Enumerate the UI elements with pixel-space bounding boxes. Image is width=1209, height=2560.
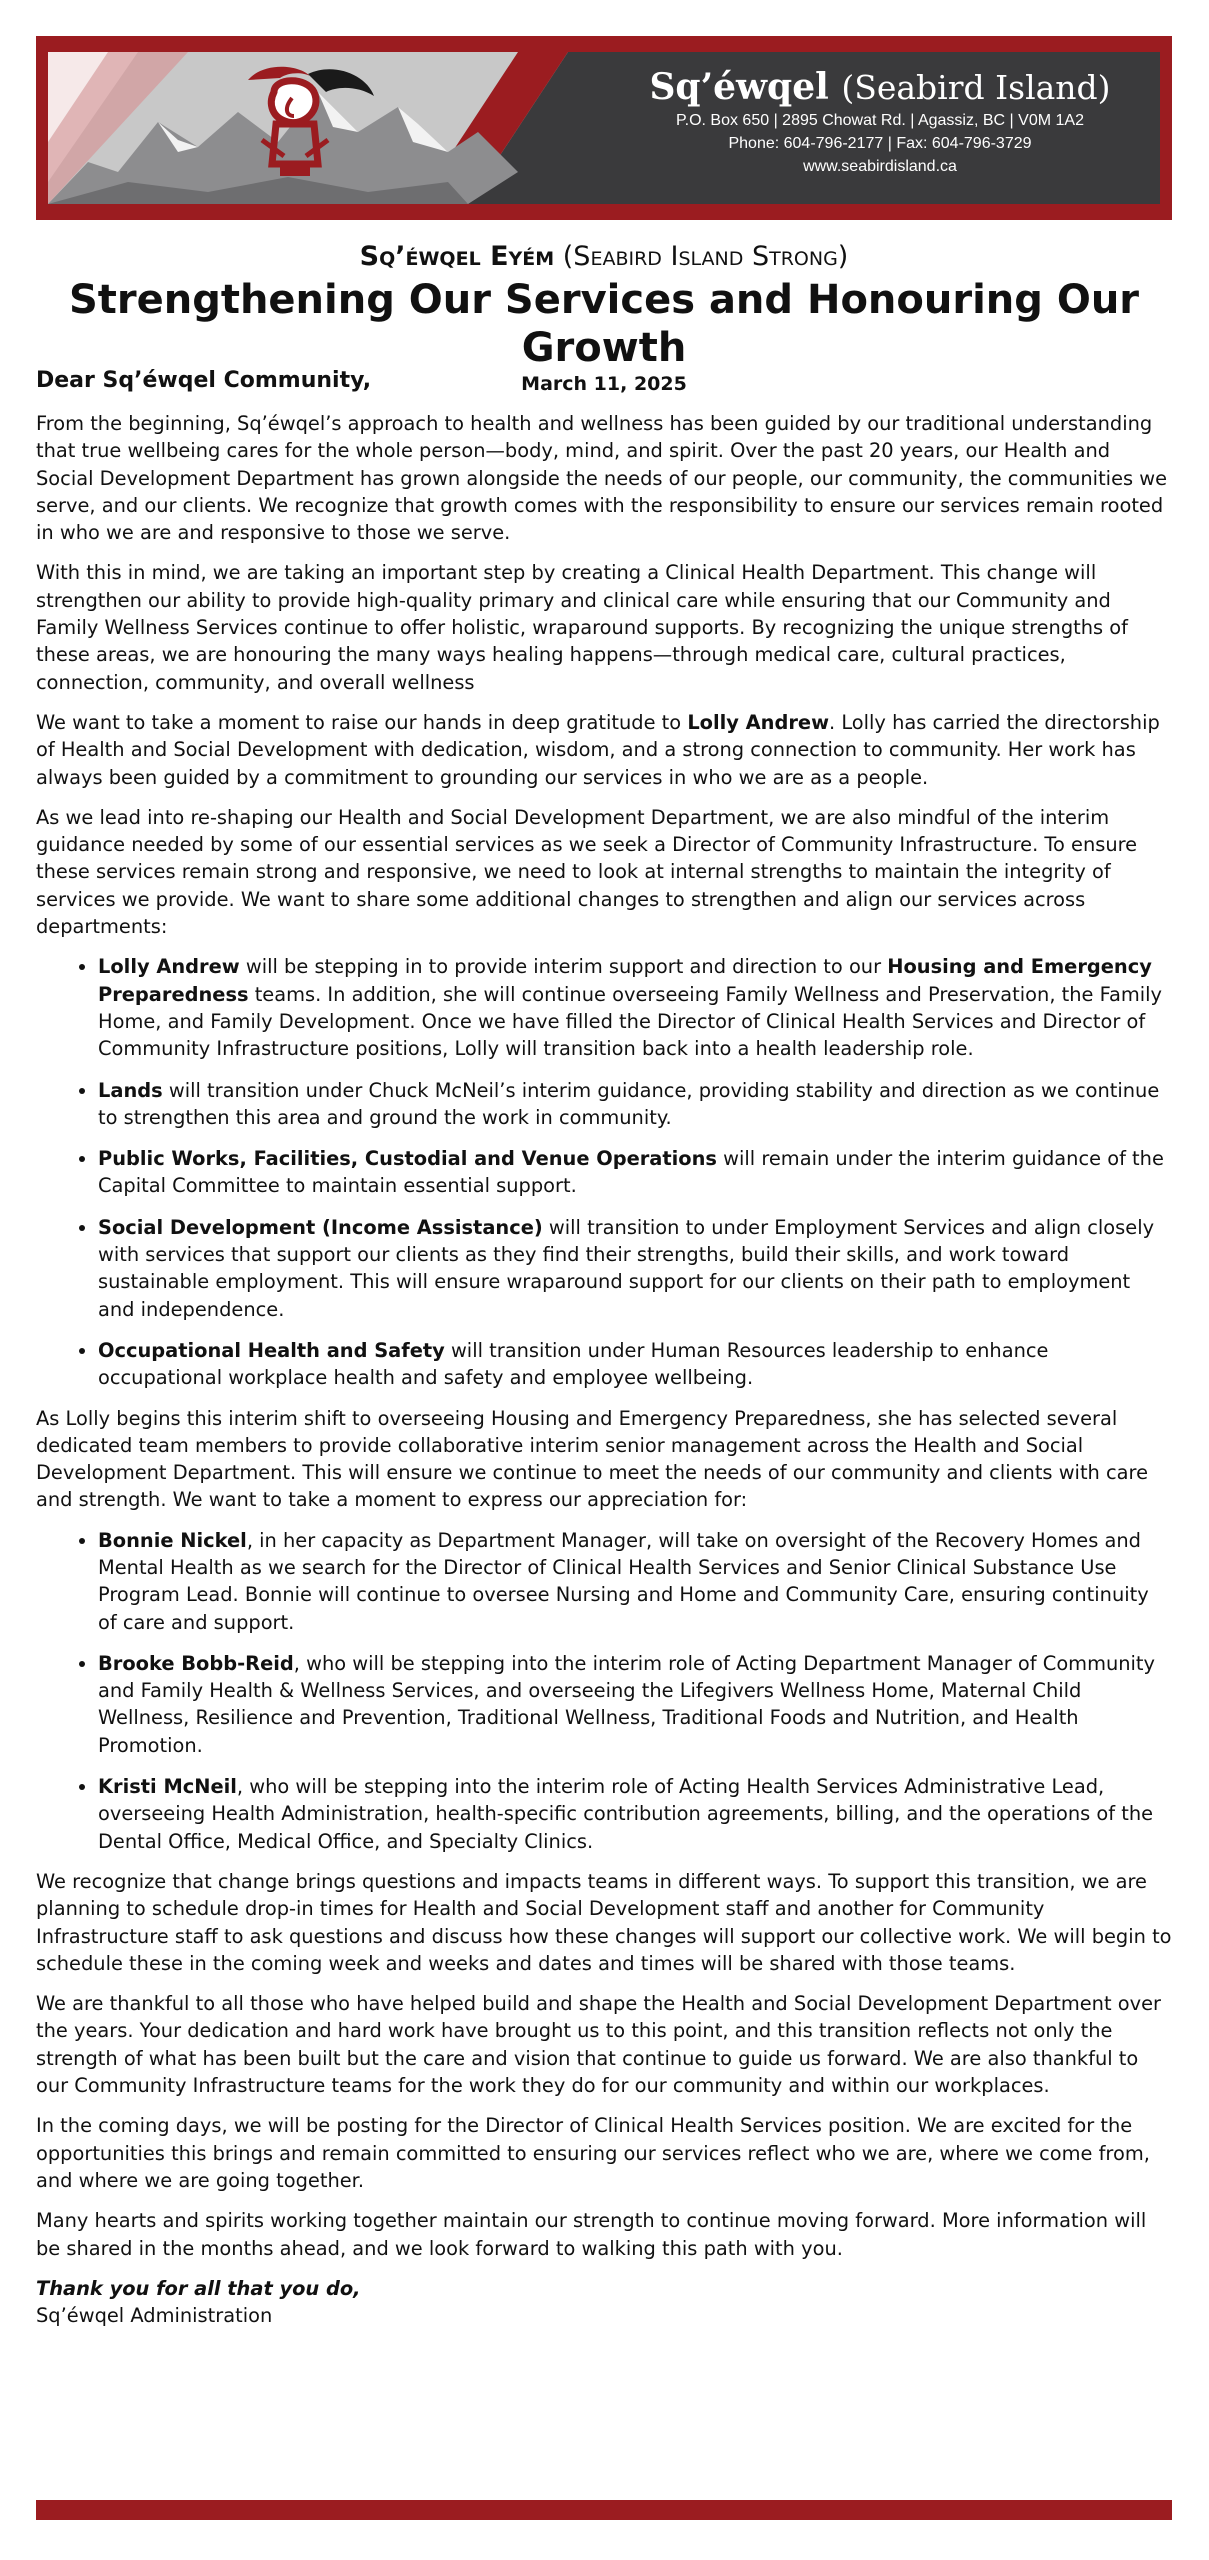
list-item-bold: Social Development (Income Assistance) bbox=[98, 1215, 543, 1239]
list-item-bold: Kristi McNeil bbox=[98, 1775, 237, 1799]
organization-website: www.seabirdisland.ca bbox=[803, 158, 957, 175]
header-banner bbox=[36, 36, 1172, 220]
paragraph-3-name: Lolly Andrew bbox=[687, 710, 829, 734]
paragraph-3-text-b: . Lolly has carried the directorship of Health and Social Development with dedication, wisdom, and a strong connection to community. Her work has always been guided by a commitment to grounding our services in who we are as a people. bbox=[36, 710, 1160, 789]
salutation: Dear Sq’éwqel Community, bbox=[36, 368, 372, 393]
organization-address: P.O. Box 650 | 2895 Chowat Rd. | Agassiz, BC | V0M 1A2 bbox=[676, 112, 1084, 129]
organization-name-sub: (Seabird Island) bbox=[841, 68, 1111, 107]
paragraph-3 bbox=[36, 709, 1172, 791]
list-item-text: will transition under Human Resources leadership to enhance occupational workplace health and safety and employee wellbeing. bbox=[98, 1338, 1049, 1390]
list-item-text: will transition to under Employment Services and align closely with services that support our clients as they find their strengths, build their skills, and work toward sustainable employment. This will ensure wraparound support for our clients on their path to employment and independence. bbox=[98, 1215, 1155, 1321]
organization-phone-fax: Phone: 604-796-2177 | Fax: 604-796-3729 bbox=[728, 135, 1032, 152]
paragraph-1: From the beginning, Sq’éwqel’s approach to health and wellness has been guided by our traditional understanding that true wellbeing cares for the whole person—body, mind, and spirit. Over the past 20 years, our Health and Social Development Department has grown alongside the needs of our people, our community, the communities we serve, and our clients. We recognize that growth comes with the responsibility to ensure our services remain rooted in who we are and responsive to those we serve. bbox=[36, 412, 1168, 545]
list-item bbox=[98, 953, 1172, 1062]
title-kicker-rest: (Seabird Island Strong) bbox=[562, 241, 849, 272]
team-appreciation-list bbox=[36, 1527, 1172, 1855]
list-item bbox=[98, 1145, 1172, 1200]
organization-info bbox=[600, 52, 1160, 204]
title-kicker-bold: Sq’éwqel Eyém bbox=[359, 241, 555, 272]
list-item-text: , who will be stepping into the interim role of Acting Department Manager of Community and Family Health & Wellness Services, and overseeing the Lifegivers Wellness Home, Maternal Child Wellness, Resilience and Prevention, Traditional Wellness, Traditional Foods and Nutrition, and Health Promotion. bbox=[98, 1651, 1156, 1757]
footer-bar bbox=[36, 2500, 1172, 2520]
list-item-text: will be stepping in to provide interim support and direction to our bbox=[239, 955, 888, 979]
department-changes-list bbox=[36, 953, 1172, 1391]
mountain-logo-icon bbox=[48, 52, 568, 204]
logo-artwork bbox=[48, 52, 568, 204]
list-item-bold: Public Works, Facilities, Custodial and Venue Operations bbox=[98, 1147, 717, 1171]
header-banner-inner bbox=[48, 52, 1160, 204]
list-item-bold-2: Housing and Emergency Preparedness bbox=[98, 955, 1152, 1006]
paragraph-3-text-a: We want to take a moment to raise our hands in deep gratitude to bbox=[36, 710, 688, 734]
page-title: Strengthening Our Services and Honouring Our Growth bbox=[68, 277, 1140, 371]
list-item bbox=[98, 1337, 1172, 1392]
paragraph-9: Many hearts and spirits working together maintain our strength to continue moving forward. More information will be shared in the months ahead, and we look forward to walking this path with you. bbox=[36, 2209, 1147, 2260]
list-item-text: , who will be stepping into the interim role of Acting Health Services Administrative Lead, overseeing Health Administration, health-specific contribution agreements, billing, and the operations of the Dental Office, Medical Office, and Specialty Clinics. bbox=[98, 1775, 1154, 1853]
letter-body bbox=[36, 366, 1172, 2329]
paragraph-8: In the coming days, we will be posting for the Director of Clinical Health Services position. We are excited for the opportunities this brings and remain committed to ensuring our services reflect who we are, where we come from, and where we are going together. bbox=[36, 2114, 1150, 2192]
list-item bbox=[98, 1527, 1172, 1636]
paragraph-5: As Lolly begins this interim shift to overseeing Housing and Emergency Preparedness, she has selected several dedicated team members to provide collaborative interim senior management across the Health and Social Development Department. This will ensure we continue to meet the needs of our community and clients with care and strength. We want to take a moment to express our appreciation for: bbox=[36, 1406, 1149, 1512]
paragraph-6: We recognize that change brings questions and impacts teams in different ways. To support this transition, we are planning to schedule drop-in times for Health and Social Development staff and another for Community Infrastructure staff to ask questions and discuss how these changes will support our collective work. We will begin to schedule these in the coming week and weeks and dates and times will be shared with those teams. bbox=[36, 1869, 1172, 1975]
list-item-bold: Brooke Bobb-Reid bbox=[98, 1651, 294, 1675]
list-item-text: , in her capacity as Department Manager, will take on oversight of the Recovery Homes and Mental Health as we search for the Director of Clinical Health Services and Senior Clinical Substance Use Program Lead. Bonnie will continue to oversee Nursing and Home and Community Care, ensuring continuity of care and support. bbox=[98, 1528, 1149, 1634]
letter-date: March 11, 2025 bbox=[521, 373, 687, 395]
organization-name bbox=[600, 66, 1160, 109]
paragraph-2: With this in mind, we are taking an important step by creating a Clinical Health Department. This change will strengthen our ability to provide high-quality primary and clinical care while ensuring that our Community and Family Wellness Services continue to offer holistic, wraparound supports. By recognizing the unique strengths of these areas, we are honouring the many ways healing happens—through medical care, cultural practices, connection, community, and overall wellness bbox=[36, 561, 1128, 694]
list-item bbox=[98, 1650, 1172, 1759]
organization-name-main: Sq’éwqel bbox=[649, 66, 829, 108]
list-item bbox=[98, 1077, 1172, 1132]
closing-thanks: Thank you for all that you do, bbox=[36, 2276, 361, 2300]
paragraph-7: We are thankful to all those who have helped build and shape the Health and Social Development Department over the years. Your dedication and hard work have brought us to this point, and this transition reflects not only the strength of what has been built but the care and vision that continue to guide us forward. We are also thankful to our Community Infrastructure teams for the work they do for our community and within our workplaces. bbox=[36, 1992, 1161, 2098]
list-item-bold: Lolly Andrew bbox=[98, 955, 240, 979]
list-item bbox=[98, 1214, 1172, 1323]
paragraph-4: As we lead into re-shaping our Health and Social Development Department, we are also mindful of the interim guidance needed by some of our essential services as we seek a Director of Community Infrastructure. To ensure these services remain strong and responsive, we need to look at internal strengths to maintain the integrity of services we provide. We want to share some additional changes to strengthen and align our services across departments: bbox=[36, 805, 1138, 939]
list-item-bold: Lands bbox=[98, 1078, 163, 1102]
title-kicker bbox=[36, 240, 1172, 274]
list-item-bold: Occupational Health and Safety bbox=[98, 1338, 445, 1362]
list-item-bold: Bonnie Nickel bbox=[98, 1528, 247, 1552]
list-item-text: will remain under the interim guidance of the Capital Committee to maintain essential support. bbox=[98, 1147, 1164, 1198]
signature: Sq’éwqel Administration bbox=[36, 2304, 273, 2328]
list-item bbox=[98, 1773, 1172, 1855]
list-item-text-2: teams. In addition, she will continue overseeing Family Wellness and Preservation, the Family Home, and Family Development. Once we have filled the Director of Clinical Health Services and Director of Community Infrastructure positions, Lolly will transition back into a health leadership role. bbox=[98, 982, 1163, 1061]
list-item-text: will transition under Chuck McNeil’s interim guidance, providing stability and direction as we continue to strengthen this area and ground the work in community. bbox=[98, 1078, 1160, 1129]
closing bbox=[36, 2275, 1172, 2330]
